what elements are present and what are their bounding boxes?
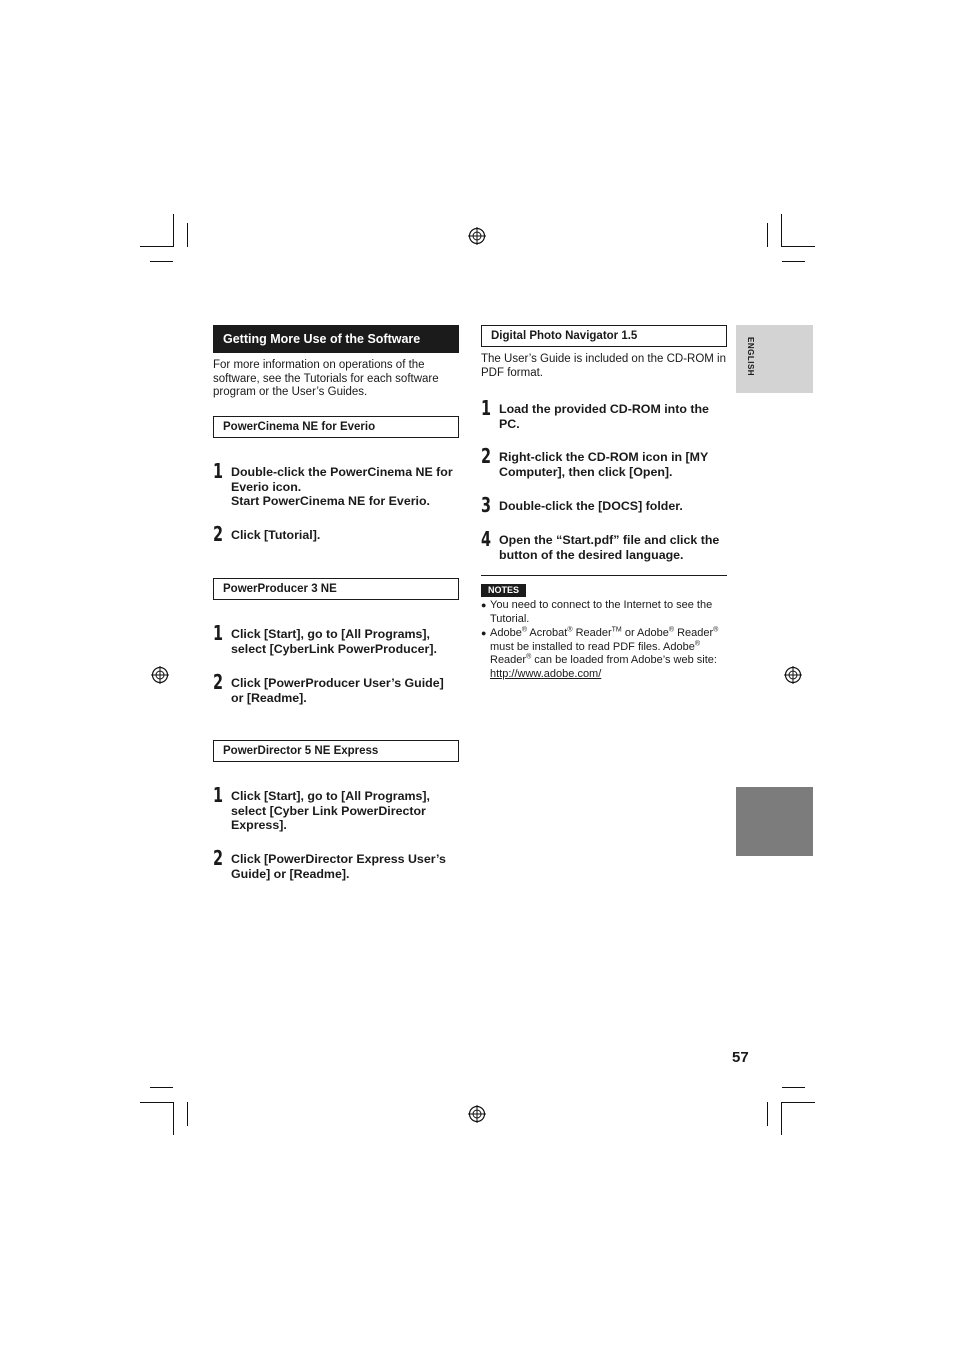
bullet-icon: ● <box>481 600 487 610</box>
page-number: 57 <box>732 1049 749 1066</box>
powercinema-step-2 <box>213 522 453 546</box>
step-number: 1 <box>213 621 224 645</box>
bullet-icon: ● <box>481 628 487 638</box>
step-number: 4 <box>481 527 492 551</box>
powercinema-step-1 <box>213 459 453 509</box>
powerproducer-heading: PowerProducer 3 NE <box>213 578 459 600</box>
registration-mark-icon <box>151 666 169 684</box>
registration-mark-icon <box>468 1105 486 1123</box>
notes-badge: NOTES <box>481 584 526 597</box>
intro-text: For more information on operations of the software, see the Tutorials for each software program or the User’s Guides. <box>213 359 439 398</box>
powercinema-heading: PowerCinema NE for Everio <box>213 416 459 438</box>
step-number: 1 <box>213 459 224 483</box>
step-text: Click [Tutorial]. <box>231 528 321 542</box>
powerdirector-step-1 <box>213 783 453 833</box>
powerproducer-step-2 <box>213 670 453 705</box>
step-text: Double-click the [DOCS] folder. <box>499 499 683 513</box>
step-text: Right-click the CD-ROM icon in [MY Computer], then click [Open]. <box>499 450 709 479</box>
powerdirector-heading: PowerDirector 5 NE Express <box>213 740 459 762</box>
step-number: 2 <box>213 670 224 694</box>
step-text: Click [PowerDirector Express User’s Guide] or [Readme]. <box>231 852 446 881</box>
step-text: Click [Start], go to [All Programs], select [CyberLink PowerProducer]. <box>231 627 437 656</box>
step-text: Open the “Start.pdf” file and click the button of the desired language. <box>499 533 720 562</box>
step-number: 2 <box>213 846 224 870</box>
language-tab-label: ENGLISH <box>746 337 755 377</box>
step-number: 1 <box>213 783 224 807</box>
powerproducer-step-1 <box>213 621 453 656</box>
powerdirector-step-2 <box>213 846 453 881</box>
dpn-step-2 <box>481 444 729 479</box>
dpn-step-3 <box>481 493 729 517</box>
step-text: Double-click the PowerCinema NE for Everio icon. Start PowerCinema NE for Everio. <box>231 465 453 508</box>
step-number: 2 <box>213 522 224 546</box>
notes-divider <box>481 575 727 576</box>
step-text: Load the provided CD-ROM into the PC. <box>499 402 709 431</box>
dpn-step-4 <box>481 527 729 562</box>
registration-mark-icon <box>468 227 486 245</box>
step-text: Click [Start], go to [All Programs], select [Cyber Link PowerDirector Express]. <box>231 789 430 832</box>
note-item <box>481 627 721 681</box>
dpn-intro: The User’s Guide is included on the CD-ROM in PDF format. <box>481 353 727 379</box>
dpn-heading: Digital Photo Navigator 1.5 <box>481 325 727 347</box>
step-number: 1 <box>481 396 492 420</box>
step-number: 2 <box>481 444 492 468</box>
dpn-step-1 <box>481 396 729 431</box>
section-title: Getting More Use of the Software <box>213 325 459 353</box>
step-number: 3 <box>481 493 492 517</box>
adobe-link[interactable]: http://www.adobe.com/ <box>490 667 602 680</box>
registration-mark-icon <box>784 666 802 684</box>
note-text: Adobe® Acrobat® Reader™ or Adobe® Reader® must be installed to read PDF files. Adobe® Reader® can be loaded from Adobe’s web site: http://www.adobe.com/ <box>490 626 719 680</box>
section-tab <box>736 787 813 856</box>
step-text: Click [PowerProducer User’s Guide] or [Readme]. <box>231 676 444 705</box>
note-item <box>481 599 721 626</box>
note-text: You need to connect to the Internet to see the Tutorial. <box>490 599 713 625</box>
